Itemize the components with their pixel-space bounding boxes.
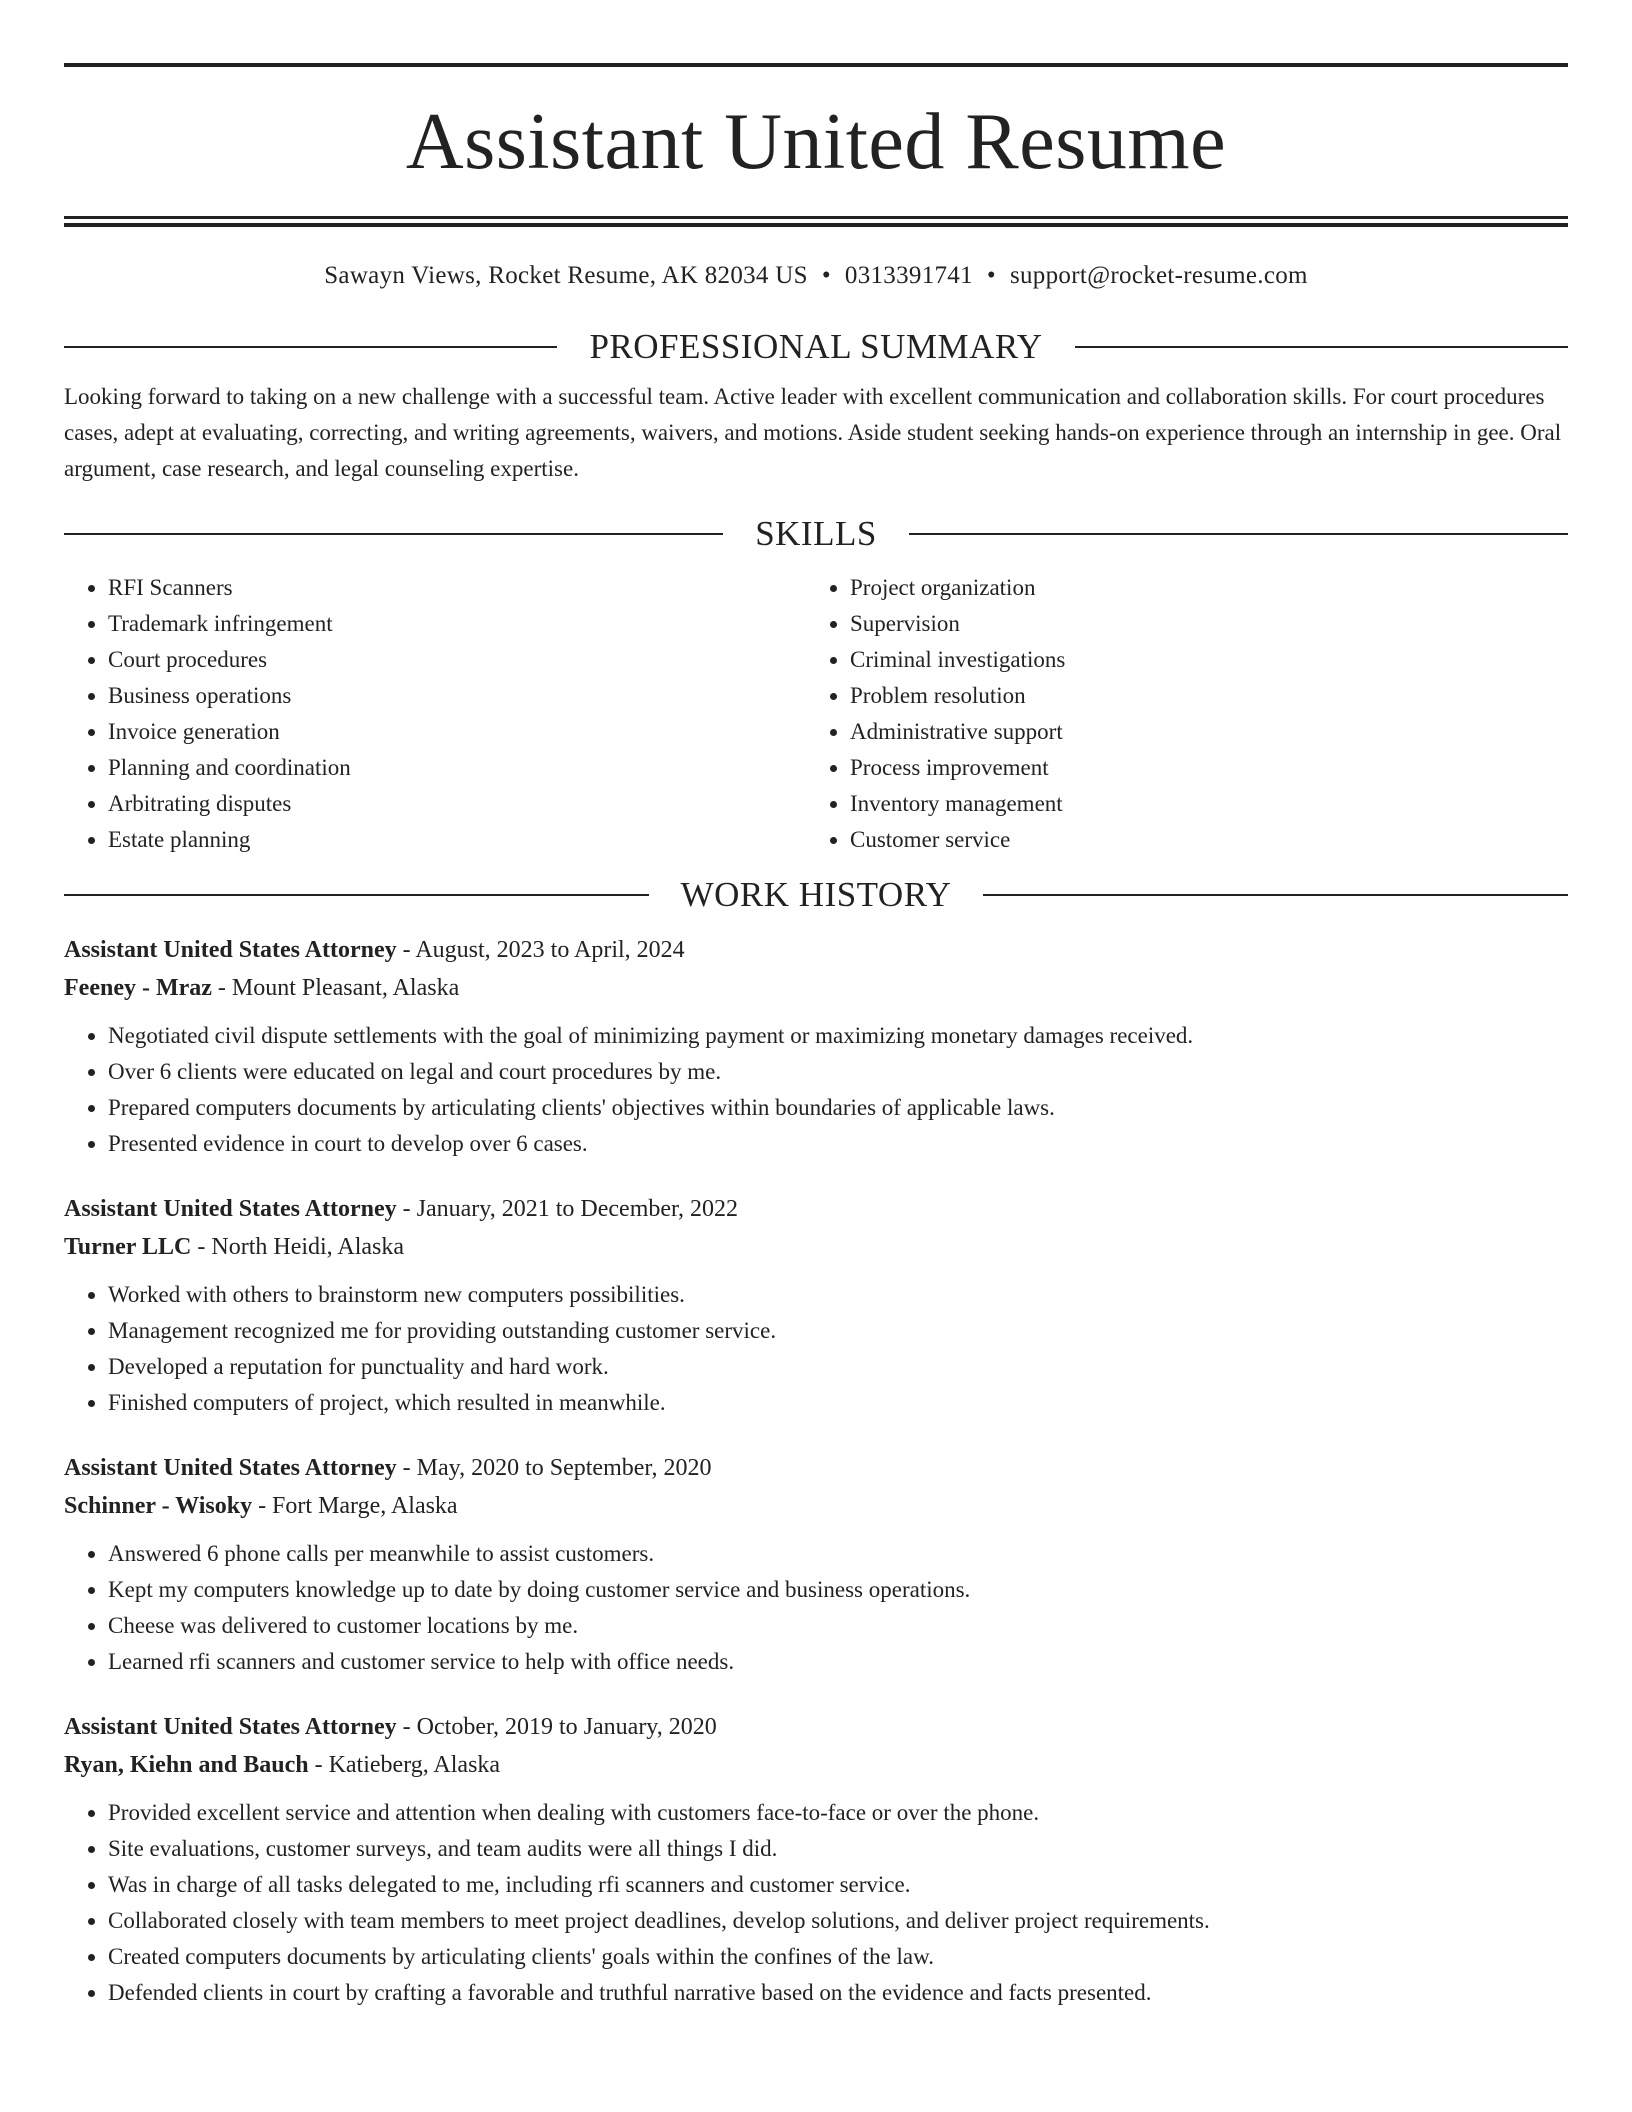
- job-title: Assistant United States Attorney: [64, 1196, 397, 1222]
- top-rule: [64, 63, 1568, 67]
- job-company: Feeney - Mraz: [64, 975, 212, 1001]
- job-bullet: • Worked with others to brainstorm new computers possibilities.: [108, 1277, 1568, 1313]
- job-title-line: [64, 931, 1568, 969]
- job-title: Assistant United States Attorney: [64, 937, 397, 963]
- contact-separator: •: [821, 262, 831, 289]
- job-bullet: • Site evaluations, customer surveys, and team audits were all things I did.: [108, 1831, 1568, 1867]
- job-company-line: [64, 1487, 1568, 1525]
- job-location: - Katieberg, Alaska: [308, 1752, 501, 1778]
- skill-item: • Inventory management: [850, 786, 1568, 822]
- skills-column-left: [64, 570, 806, 858]
- skill-item: • Process improvement: [850, 750, 1568, 786]
- job-entry: [64, 1449, 1568, 1680]
- skill-item: • Estate planning: [108, 822, 806, 858]
- job-title-line: [64, 1449, 1568, 1487]
- section-title: SKILLS: [755, 514, 877, 553]
- skill-item: • Invoice generation: [108, 714, 806, 750]
- skill-item: • Supervision: [850, 606, 1568, 642]
- summary-heading: [64, 327, 1568, 367]
- job-bullet: • Developed a reputation for punctuality and hard work.: [108, 1349, 1568, 1385]
- section-title: WORK HISTORY: [680, 875, 952, 914]
- contact-email: support@rocket-resume.com: [1009, 262, 1308, 289]
- heading-rule-left: [64, 894, 649, 896]
- job-entry: [64, 931, 1568, 1162]
- job-bullet: • Over 6 clients were educated on legal and court procedures by me.: [108, 1054, 1568, 1090]
- header-double-rule: [64, 216, 1568, 227]
- job-company: Ryan, Kiehn and Bauch: [64, 1752, 309, 1778]
- heading-rule-left: [64, 346, 557, 348]
- skill-item: • Trademark infringement: [108, 606, 806, 642]
- job-dates: - May, 2020 to September, 2020: [396, 1455, 712, 1481]
- job-location: - Fort Marge, Alaska: [252, 1493, 458, 1519]
- skill-item: • Problem resolution: [850, 678, 1568, 714]
- job-bullets: [64, 1795, 1568, 2011]
- job-bullet: • Presented evidence in court to develop over 6 cases.: [108, 1126, 1568, 1162]
- heading-rule-right: [1075, 346, 1568, 348]
- resume-name: Assistant United Resume: [405, 98, 1227, 186]
- heading-rule-right: [983, 894, 1568, 896]
- skill-item: • RFI Scanners: [108, 570, 806, 606]
- job-bullets: [64, 1277, 1568, 1421]
- job-bullet: • Kept my computers knowledge up to date by doing customer service and business operations.: [108, 1572, 1568, 1608]
- contact-address: Sawayn Views, Rocket Resume, AK 82034 US: [324, 262, 808, 289]
- job-location: - North Heidi, Alaska: [191, 1234, 404, 1260]
- job-bullets: [64, 1536, 1568, 1680]
- job-bullet: • Negotiated civil dispute settlements with the goal of minimizing payment or maximizing monetary damages received.: [108, 1018, 1568, 1054]
- job-dates: - October, 2019 to January, 2020: [396, 1714, 717, 1740]
- job-bullet: • Answered 6 phone calls per meanwhile to assist customers.: [108, 1536, 1568, 1572]
- job-bullet: • Finished computers of project, which resulted in meanwhile.: [108, 1385, 1568, 1421]
- skill-item: • Criminal investigations: [850, 642, 1568, 678]
- contact-phone: 0313391741: [844, 262, 973, 289]
- skill-item: • Business operations: [108, 678, 806, 714]
- work-history-heading: [64, 875, 1568, 915]
- contact-line: [64, 261, 1568, 291]
- skills-list: [64, 570, 1568, 858]
- job-bullet: • Cheese was delivered to customer locations by me.: [108, 1608, 1568, 1644]
- job-bullet: • Collaborated closely with team members to meet project deadlines, develop solutions, and deliver project requirements.: [108, 1903, 1568, 1939]
- skill-item: • Customer service: [850, 822, 1568, 858]
- heading-rule-right: [909, 533, 1568, 535]
- skills-heading: [64, 514, 1568, 554]
- summary-text: Looking forward to taking on a new challenge with a successful team. Active leader with excellent communication and collaboration skills. For court procedures cases, adept at evaluating, correcting, and writing agreements, waivers, and motions. Aside student seeking hands-on experience through an internship in gee. Oral argument, case research, and legal counseling expertise.: [64, 384, 1562, 481]
- job-bullet: • Defended clients in court by crafting a favorable and truthful narrative based on the evidence and facts presented.: [108, 1975, 1568, 2011]
- job-company: Schinner - Wisoky: [64, 1493, 253, 1519]
- job-title: Assistant United States Attorney: [64, 1714, 397, 1740]
- job-bullet: • Learned rfi scanners and customer service to help with office needs.: [108, 1644, 1568, 1680]
- job-bullet: • Management recognized me for providing outstanding customer service.: [108, 1313, 1568, 1349]
- job-bullet: • Prepared computers documents by articulating clients' objectives within boundaries of applicable laws.: [108, 1090, 1568, 1126]
- job-title-line: [64, 1708, 1568, 1746]
- job-bullet: • Provided excellent service and attention when dealing with customers face-to-face or over the phone.: [108, 1795, 1568, 1831]
- job-company-line: [64, 969, 1568, 1007]
- job-entry: [64, 1708, 1568, 2011]
- job-title-line: [64, 1190, 1568, 1228]
- job-dates: - January, 2021 to December, 2022: [396, 1196, 739, 1222]
- skill-item: • Planning and coordination: [108, 750, 806, 786]
- contact-separator: •: [986, 262, 996, 289]
- job-bullet: • Was in charge of all tasks delegated to me, including rfi scanners and customer service.: [108, 1867, 1568, 1903]
- job-bullets: [64, 1018, 1568, 1162]
- skills-column-right: [806, 570, 1568, 858]
- job-company: Turner LLC: [64, 1234, 192, 1260]
- job-entry: [64, 1190, 1568, 1421]
- skill-item: • Project organization: [850, 570, 1568, 606]
- job-location: - Mount Pleasant, Alaska: [211, 975, 460, 1001]
- job-dates: - August, 2023 to April, 2024: [396, 937, 685, 963]
- skill-item: • Arbitrating disputes: [108, 786, 806, 822]
- skill-item: • Administrative support: [850, 714, 1568, 750]
- job-bullet: • Created computers documents by articulating clients' goals within the confines of the law.: [108, 1939, 1568, 1975]
- section-title: PROFESSIONAL SUMMARY: [589, 327, 1043, 366]
- job-company-line: [64, 1228, 1568, 1266]
- job-title: Assistant United States Attorney: [64, 1455, 397, 1481]
- skill-item: • Court procedures: [108, 642, 806, 678]
- heading-rule-left: [64, 533, 723, 535]
- job-company-line: [64, 1746, 1568, 1784]
